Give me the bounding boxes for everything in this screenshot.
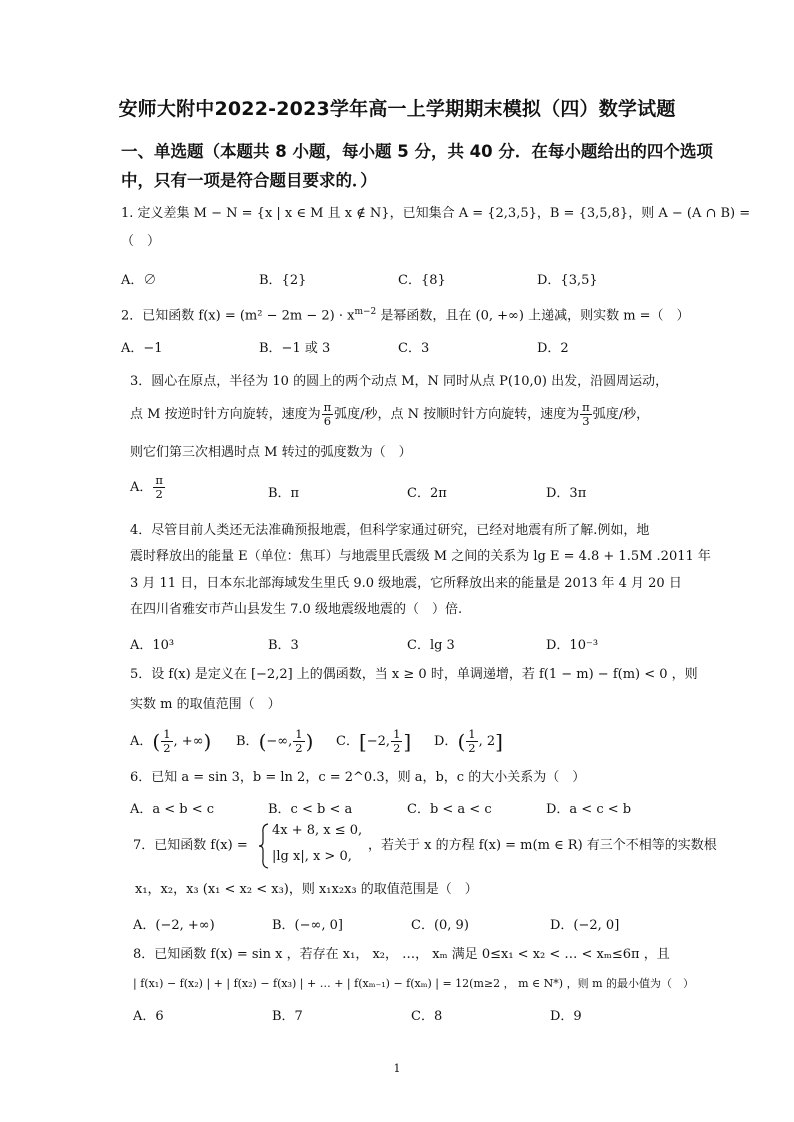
question-3-option-b: B．π — [268, 486, 300, 501]
question-5-option-c-label: C． — [336, 734, 359, 749]
question-7-option-d: D．(−2, 0] — [550, 918, 620, 933]
question-5-line1: 5．设 f(x) 是定义在 [−2,2] 上的偶函数，当 x ≥ 0 时，单调递增，若 f(1 − m) − f(m) < 0 ，则 — [130, 667, 698, 682]
question-4-option-c: C．lg 3 — [407, 638, 455, 653]
document-title: 安师大附中2022-2023学年高一上学期期末模拟（四）数学试题 — [118, 98, 676, 120]
question-3-fraction-2: $\frac{\pi}{3}$ — [582, 400, 590, 428]
half-fraction: $\frac{1}{2}$ — [393, 727, 401, 755]
half-fraction: $\frac{1}{2}$ — [295, 727, 303, 755]
question-3-option-a-label: A． — [130, 480, 153, 495]
question-2-text — [121, 301, 690, 327]
question-2-exponent: m−2 — [354, 307, 377, 317]
question-5-option-b-head: −∞, — [266, 734, 293, 749]
question-8-line2: | f(x₁) − f(x₂) | + | f(x₂) − f(x₃) | + … + | f(xₘ₋₁) − f(xₘ) | = 12(m≥2 ， m ∈ N*) ，则 m 的最小值为（ ） — [133, 977, 695, 990]
section-heading-line1: 一、单选题（本题共 8 小题，每小题 5 分，共 40 分．在每小题给出的四个选项 — [121, 142, 713, 161]
question-7-option-c: C．(0, 9) — [411, 918, 469, 933]
question-3-line3: 则它们第三次相遇时点 M 转过的弧度数为（ ） — [130, 445, 412, 460]
question-5-line2: 实数 m 的取值范围（ ） — [130, 697, 281, 712]
question-1-option-c: C．{8} — [398, 273, 446, 288]
question-3-line1: 3．圆心在原点，半径为 10 的圆上的两个动点 M，N 同时从点 P(10,0) 出发，沿圆周运动， — [130, 374, 669, 389]
question-7-lead: 7．已知函数 f(x) = — [133, 838, 248, 853]
question-4-option-a: A．10³ — [130, 638, 175, 653]
question-6-option-c: C．b < a < c — [407, 802, 492, 817]
right-bracket-icon: ] — [495, 729, 503, 754]
question-8-line1: 8．已知函数 f(x) = sin x ，若存在 x₁， x₂， …， xₘ 满足 0≤x₁ < x₂ < … < xₘ≤6π ，且 — [133, 947, 670, 962]
question-5-option-a — [130, 728, 211, 755]
question-7-line2: x₁，x₂，x₃ (x₁ < x₂ < x₃)，则 x₁x₂x₃ 的取值范围是（ ） — [135, 882, 478, 897]
question-2-text-a: 2．已知函数 f(x) = (m² − 2m − 2) · x — [121, 308, 355, 324]
question-2-option-c: C．3 — [398, 341, 430, 356]
left-paren-icon: ( — [457, 729, 466, 754]
question-3-option-a-fraction: $\frac{\pi}{2}$ — [155, 473, 163, 501]
question-2-option-d: D．2 — [537, 341, 569, 356]
question-3-line2 — [130, 401, 649, 428]
question-1-paren: （ ） — [121, 234, 161, 249]
question-6-option-a: A．a < b < c — [130, 802, 215, 817]
page-number: 1 — [393, 1062, 401, 1075]
left-paren-icon: ( — [152, 729, 161, 754]
half-fraction: $\frac{1}{2}$ — [468, 727, 476, 755]
question-6-line1: 6．已知 a = sin 3，b = ln 2，c = 2^0.3，则 a，b，c 的大小关系为（ ） — [130, 770, 586, 785]
question-5-option-c — [336, 728, 411, 755]
question-5-option-d — [434, 728, 503, 755]
question-7-tail: ，若关于 x 的方程 f(x) = m(m ∈ R) 有三个不相等的实数根 — [368, 838, 717, 853]
question-5-option-a-label: A． — [130, 734, 153, 749]
question-5-option-d-tail: , 2 — [478, 734, 496, 749]
question-4-option-b: B．3 — [268, 638, 299, 653]
question-5-option-b — [236, 728, 313, 755]
left-bracket-icon: [ — [358, 729, 367, 754]
question-4-line4: 在四川省雅安市芦山县发生 7.0 级地震级地震的（ ）倍. — [130, 602, 463, 617]
question-2-option-a: A．−1 — [121, 341, 163, 356]
question-6-option-b: B．c < b < a — [268, 802, 353, 817]
right-bracket-icon: ] — [403, 729, 412, 754]
question-2-text-b: 是幂函数，且在 (0, +∞) 上递减，则实数 m =（ ） — [376, 308, 690, 324]
question-7-case-2: |lg x|, x > 0, — [272, 849, 352, 864]
question-3-line2-c: 弧度/秒， — [592, 407, 650, 422]
question-7-option-b: B．(−∞, 0] — [272, 918, 343, 933]
question-3-option-a — [130, 474, 166, 501]
question-8-option-a: A．6 — [133, 1009, 164, 1024]
question-3-line2-b: 弧度/秒，点 N 按顺时针方向旋转，速度为 — [334, 407, 580, 422]
right-paren-icon: ) — [203, 729, 212, 754]
question-8-option-c: C．8 — [411, 1009, 443, 1024]
question-3-option-d: D．3π — [546, 486, 587, 501]
question-5-option-c-head: −2, — [366, 734, 391, 749]
section-heading-line2: 中，只有一项是符合题目要求的．） — [121, 171, 377, 190]
left-paren-icon: ( — [258, 729, 267, 754]
question-1-option-d: D．{3,5} — [537, 273, 598, 288]
question-7-case-1: 4x + 8, x ≤ 0, — [272, 823, 363, 838]
question-4-line2: 震时释放出的能量 E（单位：焦耳）与地震里氏震级 M 之间的关系为 lg E = 4.8 + 1.5M .2011 年 — [130, 549, 711, 564]
question-1-option-a: A．∅ — [121, 273, 157, 288]
question-3-option-c: C．2π — [407, 486, 447, 501]
question-8-option-b: B．7 — [272, 1009, 303, 1024]
question-7-option-a: A．(−2, +∞) — [133, 918, 215, 933]
half-fraction: $\frac{1}{2}$ — [163, 727, 171, 755]
question-4-option-d: D．10⁻³ — [546, 638, 599, 653]
question-1-option-b: B．{2} — [259, 273, 307, 288]
question-5-option-b-label: B． — [236, 734, 259, 749]
question-1-text: 1. 定义差集 M − N = {x | x ∈ M 且 x ∉ N}，已知集合 A = {2,3,5}，B = {3,5,8}，则 A − (A ∩ B) = — [121, 206, 751, 221]
question-5-option-a-tail: , +∞ — [173, 734, 204, 749]
right-paren-icon: ) — [305, 729, 314, 754]
question-2-option-b: B．−1 或 3 — [259, 341, 331, 356]
question-4-line3: 3 月 11 日，日本东北部海域发生里氏 9.0 级地震，它所释放出来的能量是 2013 年 4 月 20 日 — [130, 576, 682, 591]
left-brace-icon — [258, 823, 270, 869]
question-3-line2-a: 点 M 按逆时针方向旋转，速度为 — [130, 407, 321, 422]
question-3-fraction-1: $\frac{\pi}{6}$ — [323, 400, 332, 428]
question-8-option-d: D．9 — [550, 1009, 582, 1024]
question-6-option-d: D．a < c < b — [546, 802, 632, 817]
question-4-line1: 4．尽管目前人类还无法准确预报地震，但科学家通过研究，已经对地震有所了解.例如，地 — [130, 523, 650, 538]
question-5-option-d-label: D． — [434, 734, 458, 749]
